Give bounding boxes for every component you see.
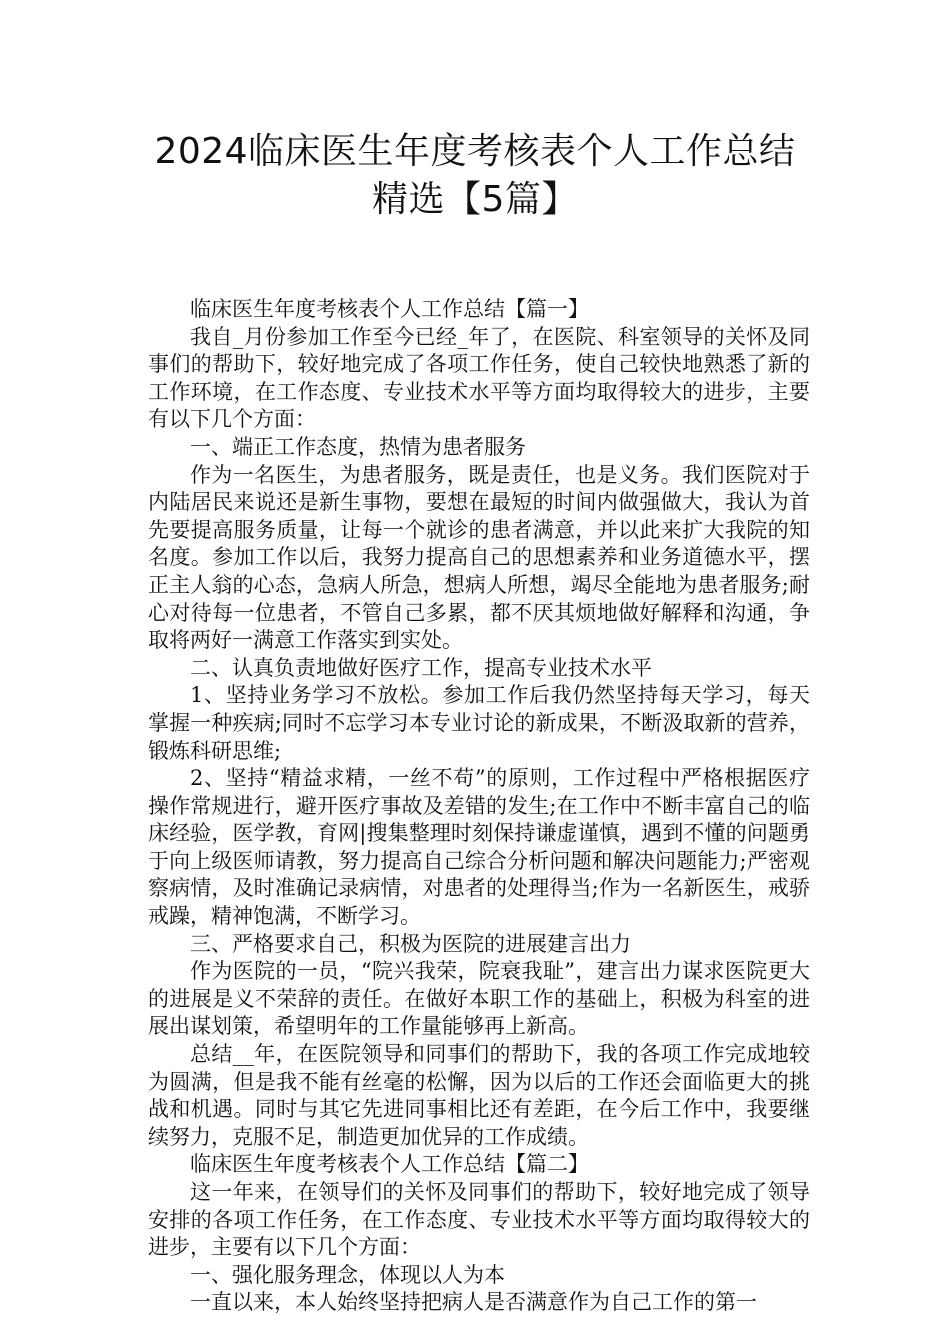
paragraph: 2、坚持“精益求精，一丝不苟”的原则，工作过程中严格根据医疗操作常规进行，避开医疗事故及差错的发生;在工作中不断丰富自己的临床经验，医学教，育网|搜集整理时刻保持谦虚谨慎，遇到不懂的问题勇于向上级医师请教，努力提高自己综合分析问题和解决问题能力;严密观察病情，及时准确记录病情，对患者的处理得当;作为一名新医生，戒骄戒躁，精神饱满，不断学习。 bbox=[148, 766, 810, 929]
subheading: 二、认真负责地做好医疗工作，提高专业技术水平 bbox=[190, 655, 652, 680]
paragraph: 作为医院的一员，“院兴我荣，院衰我耻”，建言出力谋求医院更大的进展是义不荣辞的责任。在做好本职工作的基础上，积极为科室的进展出谋划策，希望明年的工作量能够再上新高。 bbox=[148, 959, 810, 1039]
paragraph: 我自_月份参加工作至今已经_年了，在医院、科室领导的关怀及同事们的帮助下，较好地完成了各项工作任务，使自己较快地熟悉了新的工作环境，在工作态度、专业技术水平等方面均取得较大的进步，主要有以下几个方面： bbox=[148, 324, 810, 432]
paragraph: 作为一名医生，为患者服务，既是责任，也是义务。我们医院对于内陆居民来说还是新生事物，要想在最短的时间内做强做大，我认为首先要提高服务质量，让每一个就诊的患者满意，并以此来扩大我院的知名度。参加工作以后，我努力提高自己的思想素养和业务道德水平，摆正主人翁的心态，急病人所急，想病人所想，竭尽全能地为患者服务;耐心对待每一位患者，不管自己多累，都不厌其烦地做好解释和沟通，争取将两好一满意工作落实到实处。 bbox=[148, 462, 810, 653]
subheading: 一、强化服务理念，体现以人为本 bbox=[190, 1262, 505, 1287]
title-line-1: 2024临床医生年度考核表个人工作总结 bbox=[154, 131, 796, 172]
subheading: 三、严格要求自己，积极为医院的进展建言出力 bbox=[190, 931, 631, 956]
section-heading-2: 临床医生年度考核表个人工作总结【篇二】 bbox=[190, 1152, 589, 1177]
section-heading-1: 临床医生年度考核表个人工作总结【篇一】 bbox=[190, 297, 589, 321]
paragraph: 一直以来，本人始终坚持把病人是否满意作为自己工作的第一 bbox=[190, 1290, 757, 1315]
paragraph: 1、坚持业务学习不放松。参加工作后我仍然坚持每天学习，每天掌握一种疾病;同时不忘学习本专业讨论的新成果，不断汲取新的营养，锻炼科研思维; bbox=[148, 683, 810, 763]
subheading: 一、端正工作态度，热情为患者服务 bbox=[190, 434, 526, 459]
document-title bbox=[100, 128, 850, 224]
paragraph: 这一年来，在领导们的关怀及同事们的帮助下，较好地完成了领导安排的各项工作任务，在工作态度、专业技术水平等方面均取得较大的进步，主要有以下几个方面： bbox=[148, 1180, 810, 1260]
title-line-2: 精选【5篇】 bbox=[372, 179, 578, 220]
paragraph: 总结__年，在医院领导和同事们的帮助下，我的各项工作完成地较为圆满，但是我不能有丝毫的松懈，因为以后的工作还会面临更大的挑战和机遇。同时与其它先进同事相比还有差距，在今后工作中，我要继续努力，克服不足，制造更加优异的工作成绩。 bbox=[148, 1042, 810, 1149]
document-body bbox=[148, 296, 810, 1317]
